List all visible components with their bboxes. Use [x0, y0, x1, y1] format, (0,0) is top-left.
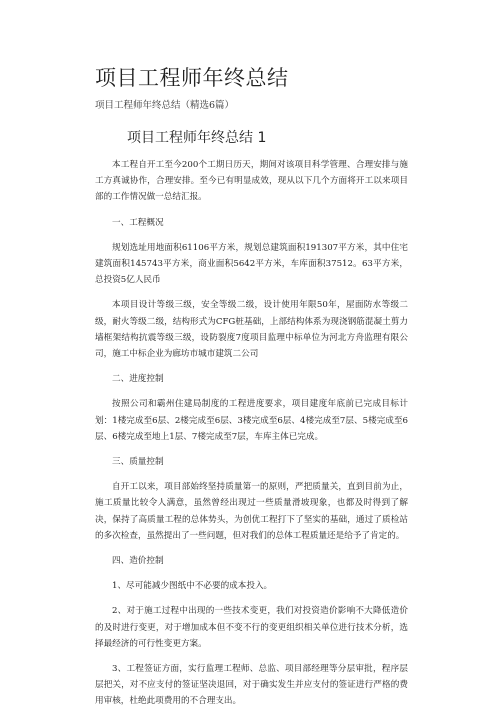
document-body: [95, 157, 408, 719]
overview-paragraph-design: 本项目设计等级三级，安全等级二级，设计使用年限50年，屋面防水等级二级，耐火等级二级，结构形式为CFG桩基础，上部结构体系为现浇钢筋混凝土剪力墙框架结构抗震等级三级，设防裂度7度项目监理中标单位为河北方舟监理有限公司，施工中标企业为廊坊市城市建筑二公司: [95, 300, 408, 360]
heading-quality-control: 三、质量控制: [112, 457, 164, 468]
document-subtitle: 项目工程师年终总结（精选6篇）: [95, 100, 235, 111]
cost-item-1: 1、尽可能减少图纸中不必要的成本投入。: [112, 581, 273, 592]
heading-cost-control: 四、造价控制: [112, 556, 164, 567]
heading-project-overview: 一、工程概况: [112, 217, 164, 228]
overview-paragraph-area: 规划选址用地面积61106平方米，规划总建筑面积191307平方米，其中住宅建筑面积145743平方米，商业面积5642平方米，车库面积37512。63平方米，总投资5亿人民币: [95, 242, 408, 286]
schedule-paragraph: 按照公司和霸州住建局制度的工程进度要求，项目建度年底前已完成目标计划：1楼完成至6层、2楼完成至6层、3楼完成至6层、4楼完成至7层、5楼完成至6层、6楼完成至地上1层、7楼完成至7层，车库主体已完成。: [95, 399, 408, 442]
cost-item-3: 3、工程签证方面，实行监理工程师、总监、项目部经理等分层审批，程序层层把关，对不应支付的签证坚决退回，对于确实发生并应支付的签证进行严格的费用审核，杜绝此项费用的不合理支出。: [95, 664, 408, 707]
quality-paragraph: 自开工以来，项目部始终坚持质量第一的原则，严把质量关，直到目前为止，施工质量比较令人满意，虽然曾经出现过一些质量滑坡现象，也都及时得到了解决，保持了高质量工程的总体势头，为创优工程打下了坚实的基础，通过了质检站的多次检查，虽然提出了一些问题，但对我们的总体工程质量还是给予了肯定的。: [95, 482, 408, 541]
intro-paragraph: 本工程自开工至今200个工期日历天，期间对该项目科学管理、合理安排与施工方真诚协作，合理安排。至今已有明显成效，现从以下几个方面将开工以来项目部的工作情况做一总结汇报。: [95, 160, 408, 203]
document-title: 项目工程师年终总结: [95, 66, 289, 90]
cost-item-2: 2、对于施工过程中出现的一些技术变更，我们对投资造价影响不大降低造价的及时进行变更，对于增加成本但不变不行的变更组织相关单位进行技术分析，选择最经济的可行性变更方案。: [95, 606, 408, 649]
section-heading: 项目工程师年终总结 1: [127, 130, 267, 146]
heading-schedule-control: 二、进度控制: [112, 374, 164, 385]
